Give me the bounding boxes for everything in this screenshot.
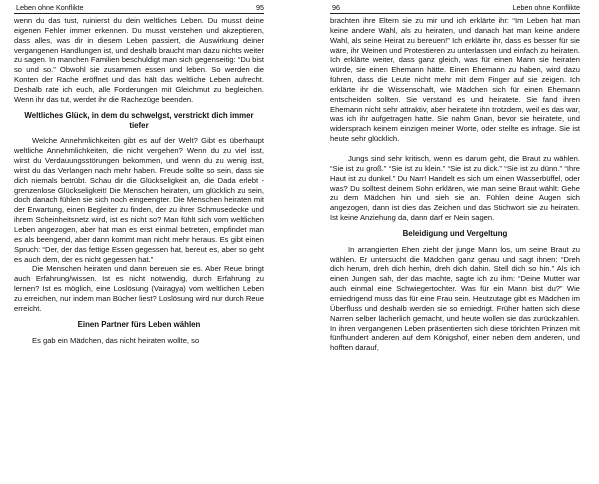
header-rule xyxy=(14,13,264,14)
right-page xyxy=(330,0,580,484)
paragraph: Welche Annehmlichkeiten gibt es auf der Welt? Gibt es überhaupt weltliche Annehmlichkeiten, die nicht vergehen? Wenn du zu viel isst, wirst du Verdauungsstörungen bekommen, und wenn du zu wenig isst, wirst du das Verlangen nach mehr haben. Freude sollte so sein, dass sie dich niemals betrübt. Schau dir die Glückseligkeit an, die Dada erlebt - grenzenlose Glückseligkeit! Die Menschen heiraten, um glücklich zu sein, doch danach fühlen sie sich noch eingeengter. Die Menschen heiraten mit der Erwartung, einen Begleiter zu finden, der zu ihrer Schmusedecke und ihrem Scheinheitsnetz wird, ist es nicht so? Man fühlt sich vom weltlichen Leben angezogen, aber hat man es erst einmal betreten, empfindet man es als beengend, aber dann kommt man nicht mehr heraus. Es gibt einen Spruch: “Der, der das fettige Essen gegessen hat, bereut es, aber so geht es auch dem, der es nicht gegessen hat.” xyxy=(14,136,264,264)
page-number: 95 xyxy=(256,3,264,12)
paragraph: Die Menschen heiraten und dann bereuen sie es. Aber Reue bringt auch Erfahrung/wissen. Ist es nicht notwendig, durch Erfahrung zu lernen? Ist es möglich, eine Loslösung (Vairagya) vom weltlichen Leben zu erreichen, nur indem man Bücher liest? Loslösung wird nur durch Reue erreicht. xyxy=(14,264,264,313)
header-rule xyxy=(330,13,580,14)
paragraph: In arrangierten Ehen zieht der junge Mann los, um seine Braut zu wählen. Er untersucht die Mädchen ganz genau und sagt ihnen: “Dreh dich herum, dreh dich herhin, dreh dich dahin. Stell dich so hin.” Als ich einen Jungen sah, der das machte, sagte ich zu ihm: “Deine Mutter war auch einmal eine Schwiegertochter. Was für ein Mann bist du?” Wie erniedrigend muss das für eine Frau sein. Heutzutage gibt es Mädchen im Überfluss und deshalb werden sie so erniedrigt. Früher hatten sich diese Narren selber lächerlich gemacht, und heute wollen sie das zurückzahlen. In ihren vergangenen Leben präsentierten sich diese törichten Prinzen mit fünfhundert anderen auf dem Königshof, einer neben dem anderen, und hofften darauf, xyxy=(330,244,580,353)
section-heading: Weltliches Glück, in dem du schwelgst, verstrickt dich immer tiefer xyxy=(24,110,254,130)
paragraph: wenn du das tust, ruinierst du dein weltliches Leben. Du musst deine eigenen Fehler immer erkennen. Du musst verstehen und akzeptieren, dass alles, was dir in diesem Leben passiert, die Auswirkung deiner vergangenen Handlungen ist, und deshalb braucht man dazu nichts weiter zu sagen. In manchen Familien beschuldigt man sich gegenseitig: “Du bist so und so.” Obwohl sie zusammen essen und leben. So werden die Konten der Rache eröffnet und das hält das weltliche Leben aufrecht. Deshalb rate ich euch, alle Forderungen mit Gleichmut zu begleichen. Wenn ihr das tut, werdet ihr die Rachezüge beenden. xyxy=(14,16,264,104)
spacer xyxy=(330,144,580,154)
page-number: 96 xyxy=(332,3,340,12)
right-page-body xyxy=(330,16,580,353)
section-heading: Einen Partner fürs Leben wählen xyxy=(77,319,201,329)
paragraph: brachten ihre Eltern sie zu mir und ich erklärte ihr: “Im Leben hat man keine andere Wahl, als zu heiraten, und danach hat man keine andere Wahl, als seine Heirat zu bereuen!” Ich erklärte ihr, dass es besser für sie wäre, ihr Weinen und Protestieren zu unterlassen und einfach zu heiraten. Ich erklärte weiter, dass ganz gleich, was für einen Mann sie heiraten würde, sie einen Ehemann hätte. Einen Ehemann zu haben, wird dazu führen, dass die Leute nicht mehr mit dem Finger auf sie zeigen. Ich erklärte ihr die Wissenschaft, wie Mädchen sich für einen Ehemann entscheiden sollten. Sie verstand es und heiratete. Sie fand ihren Ehemann nicht sehr attraktiv, aber heiratete ihn trotzdem, weil es das war, was ich ihr aufgetragen hatte. Sie nahm Gnan, bevor sie heiratete, und widersprach keinem einzigen meiner Worte, oder stellte es infrage. Sie ist heute sehr glücklich. xyxy=(330,16,580,144)
left-page xyxy=(14,0,264,484)
right-page-header xyxy=(330,3,580,13)
paragraph: Jungs sind sehr kritisch, wenn es darum geht, die Braut zu wählen. “Sie ist zu groß.” “Sie ist zu klein.” “Sie ist zu dick.” “Sie ist zu dünn.” “Ihre Haut ist zu dunkel.” Du Narr! Handelt es sich um einen Wasserbüffel, oder was? Du solltest deinem Sohn erklären, wie man seine Braut wählt: Gehe zu dem Mädchen hin und sieh sie an. Fühlen deine Augen sich angezogen, dann ist dies das Zeichen und das Stichwort sie zu heiraten. Ist keine Anziehung da, dann darf er Nein sagen. xyxy=(330,153,580,223)
running-title: Leben ohne Konflikte xyxy=(16,3,84,12)
left-page-body xyxy=(14,16,264,345)
paragraph: Es gab ein Mädchen, das nicht heiraten wollte, so xyxy=(32,335,200,345)
running-title: Leben ohne Konflikte xyxy=(512,3,580,12)
left-page-header xyxy=(14,3,264,13)
section-heading: Beleidigung und Vergeltung xyxy=(402,228,508,238)
